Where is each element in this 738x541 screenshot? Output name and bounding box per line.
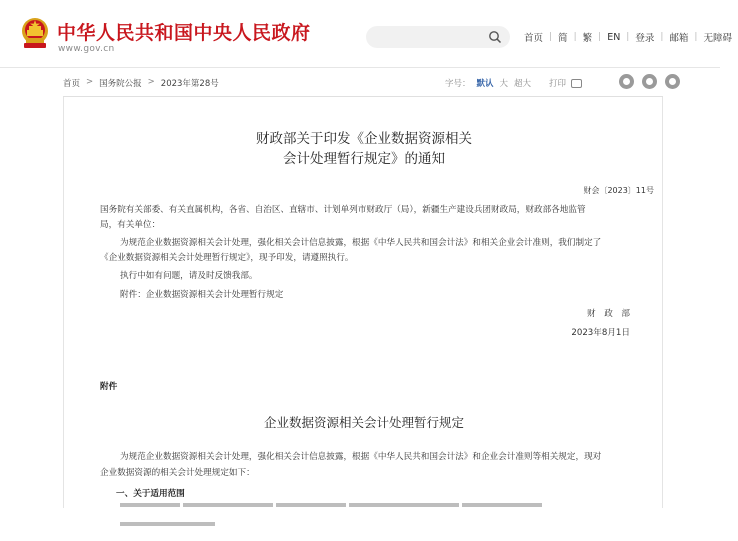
recipients: 局，有关单位：: [100, 220, 161, 230]
document-number: 财会〔2023〕11号: [583, 186, 654, 195]
breadcrumb-home[interactable]: 首页: [63, 79, 81, 89]
share-buttons: [611, 74, 680, 89]
nav-home[interactable]: 首页: [524, 33, 544, 44]
nav-divider: |: [694, 32, 698, 42]
national-emblem-icon[interactable]: [20, 16, 50, 50]
paragraph: 为规范企业数据资源相关会计处理，强化相关会计信息披露，根据《中华人民共和国会计法》和相关企业会计准则，我们制定了: [120, 238, 602, 248]
font-size-default[interactable]: 默认: [476, 79, 494, 89]
nav-simplified[interactable]: 简: [558, 33, 568, 44]
breadcrumb-separator: >: [86, 77, 94, 87]
print-label: 打印: [549, 79, 567, 89]
share-icon[interactable]: [665, 74, 680, 89]
paragraph: 企业数据资源的相关会计处理规定如下：: [100, 468, 255, 478]
signer: 财 政 部: [587, 309, 630, 319]
article-content: [63, 97, 663, 508]
nav-divider: |: [626, 32, 630, 42]
truncated-text-line: [120, 503, 640, 509]
paragraph: 执行中如有问题，请及时反馈我部。: [120, 271, 258, 281]
breadcrumb-issue[interactable]: 2023年第28号: [160, 79, 219, 89]
attachment-label: 附件: [100, 382, 118, 392]
wechat-icon[interactable]: [642, 74, 657, 89]
site-header: [0, 0, 732, 68]
nav-divider: |: [660, 32, 664, 42]
nav-english[interactable]: EN: [607, 31, 621, 43]
nav-mail[interactable]: 邮箱: [669, 33, 689, 44]
search-input[interactable]: [366, 26, 510, 48]
site-title[interactable]: 中华人民共和国中央人民政府: [57, 22, 311, 44]
document-title: 会计处理暂行规定》的通知: [283, 151, 445, 167]
nav-accessibility[interactable]: 无障碍: [703, 33, 732, 44]
nav-divider: |: [549, 32, 553, 42]
recipients: 国务院有关部委、有关直属机构，各省、自治区、直辖市、计划单列市财政厅（局），新疆生产建设兵团财政局，财政部各地监管: [100, 205, 586, 215]
breadcrumb: [63, 77, 219, 89]
paragraph: 为规范企业数据资源相关会计处理，强化相关会计信息披露，根据《中华人民共和国会计法》和企业会计准则等相关规定，现对: [120, 452, 602, 462]
weibo-icon[interactable]: [619, 74, 634, 89]
nav-divider: |: [573, 32, 577, 42]
document-title: 财政部关于印发《企业数据资源相关: [256, 131, 472, 147]
top-nav: [518, 30, 738, 44]
paragraph: 《企业数据资源相关会计处理暂行规定》，现予印发，请遵照执行。: [100, 253, 354, 263]
font-size-control: [445, 77, 537, 89]
font-size-label: 字号：: [445, 79, 471, 89]
print-button[interactable]: [549, 77, 582, 89]
search-icon[interactable]: [488, 30, 502, 44]
attachment-reference: 附件：企业数据资源相关会计处理暂行规定: [120, 290, 284, 300]
issue-date: 2023年8月1日: [571, 328, 630, 338]
nav-login[interactable]: 登录: [635, 33, 655, 44]
font-size-large[interactable]: 大: [499, 79, 509, 89]
attachment-title: 企业数据资源相关会计处理暂行规定: [263, 415, 464, 430]
section-heading: 一、关于适用范围: [116, 489, 185, 499]
breadcrumb-bar: [63, 74, 663, 92]
site-url: www.gov.cn: [58, 44, 115, 54]
breadcrumb-separator: >: [147, 77, 155, 87]
nav-traditional[interactable]: 繁: [582, 33, 593, 44]
font-size-xlarge[interactable]: 超大: [514, 79, 532, 89]
breadcrumb-gazette[interactable]: 国务院公报: [99, 79, 142, 89]
nav-divider: |: [598, 32, 602, 42]
printer-icon: [571, 79, 582, 88]
